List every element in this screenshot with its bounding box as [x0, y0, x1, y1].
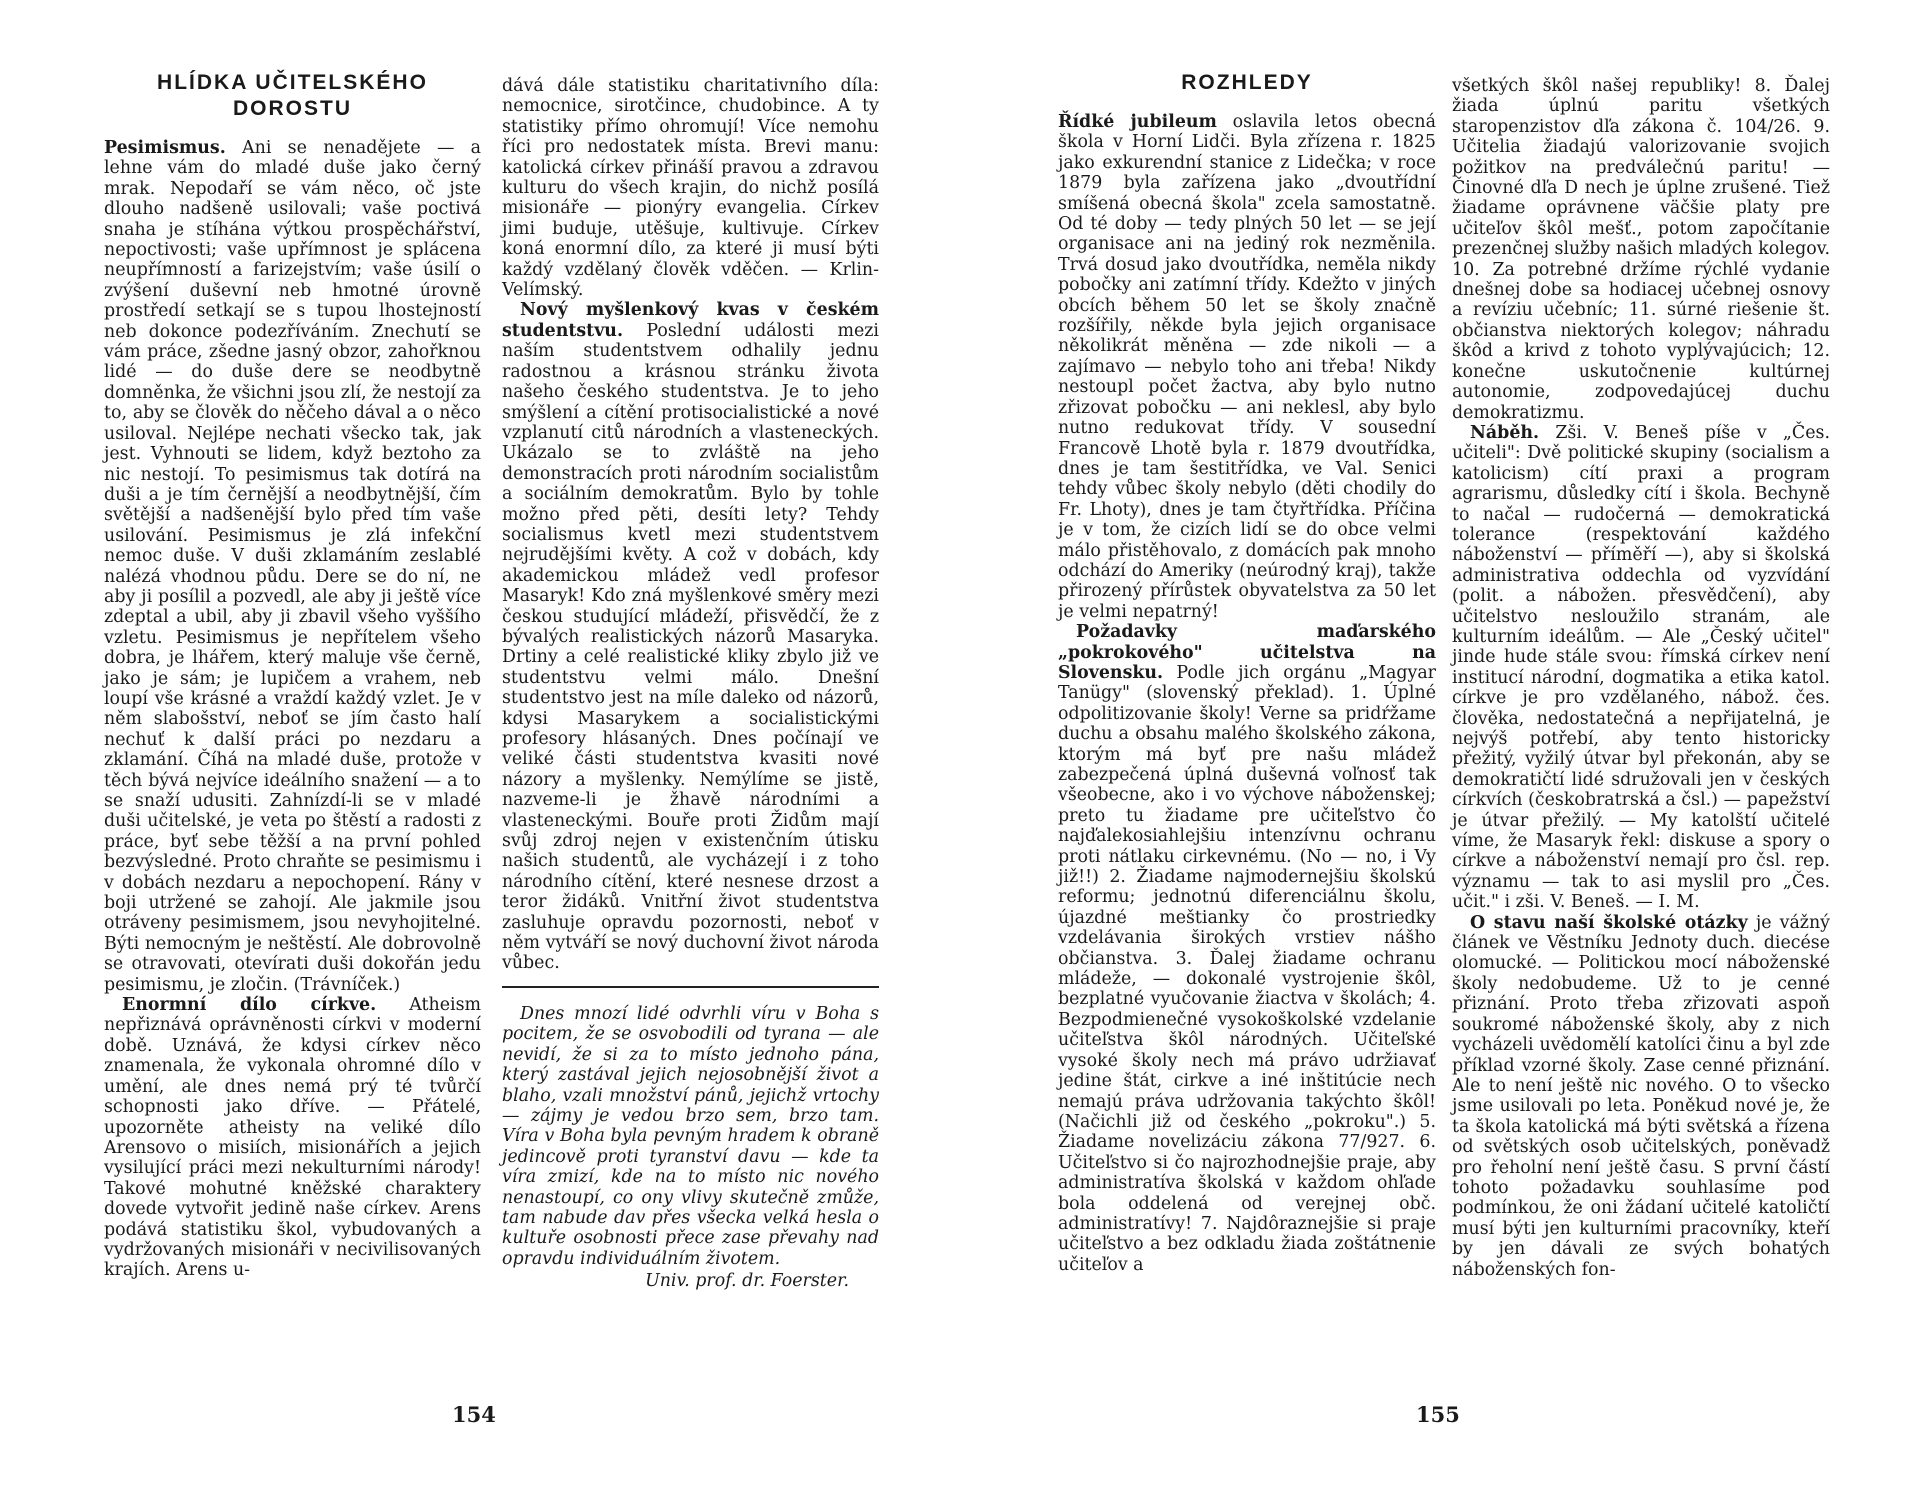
quote-author: Univ. prof. dr. Foerster.: [645, 1271, 849, 1292]
article-text: Zši. V. Beneš píše v „Čes. učiteli": Dvě politické skupiny (socialism a katolicism) cítí praxi a program agrarismu, důsledky cítí i škola. Bechyně to načal — rudočerná — demokratická tolerance (respektování každého náboženství — příměří —), aby si školská administrativa oddechla od vyzvídání (polit. a nábožen. přesvědčení), aby učitelstvo nesloužilo stranám, ale kulturním ideálům. — Ale „Český učitel" jinde hude stále svou: římská církev není institucí národní, dogmatika a etika katol. církve je pro vzdělaného, nábož. čes. člověka, nedostatečná a nepřijatelná, je nejvýš potřebí, aby tento historicky přežitý, vyžilý útvar byl překonán, aby se demokratičtí lidé sdružovali jen v českých církvích (českobratrská a čsl.) — papežství je útvar přežilý. — My katolští učitelé víme, že Masaryk řekl: diskuse a spory o církve a náboženství nemají pro čsl. rep. významu — tak to asi myslil pro „Čes. učit." i zši. V. Beneš. — I. M.: [1452, 422, 1830, 913]
article-text: Podle jich orgánu „Magyar Tanügy" (slovenský překlad). 1. Úplné odpolitizovanie školy! Verne sa pridŕžame duchu a obsahu malého školského zákona, ktorým má byť pre našu mládež zabezpečená úplná duševná voľnosť tak všeobecne, ako i vo výchove náboženskej; preto tu žiadame pre učiteľstvo čo najďalekosiahlejšiu intenzívnu ochranu proti nátlaku cirkevnému. (No — no, i Vy již!!) 2. Žiadame najmodernejšiu školskú reformu; jednotnú diferenciálnu školu, újazdné meštianky čo prostriedky vzdelávania širokých vrstiev nášho občianstva. 3. Ďalej žiadame ochranu mládeže, — dokonalé vystrojenie škôl, bezplatné vyučovanie žiactva v školách; 4. Bezpodmienečné vysokoškolské vzdelanie učiteľstva škôl národných. Učiteľské vysoké školy nech má právo udržiavať jedine štát, cirkve a iné inštitúcie nech nemajú práva udržovania takýchto škôl! (Načichli již od českého „pokroku".) 5. Žiadame novelizáciu zákona 77/927. 6. Učiteľstvo si čo najrozhodnejšie praje, aby administratíva školská v každom ohľade bola oddelená od verejnej obč. administratívy! 7. Najdôraznejšie si praje učiteľstvo a bez odkladu žiada zoštátnenie učiteľov a: [1058, 662, 1436, 1275]
article-lead: Nový myšlenkový kvas v českém studentstvu.: [502, 300, 879, 341]
article-paragraph: [502, 300, 879, 973]
quote-divider: [502, 986, 879, 988]
article-text: dává dále statistiku charitativního díla: nemocnice, sirotčince, chudobince. A ty statistiky přímo ohromují! Více nemohu říci pro nedostatek místa. Brevi manu: katolická církev přináší pravou a zdravou kulturu do všech krajin, do nichž posílá misionáře — pionýry evangelia. Církev jimi buduje, utěšuje, kultivuje. Církev koná enormní dílo, za které ji musí býti každý vzdělaný člověk vděčen. — Krlin-Velímský.: [502, 76, 879, 301]
quote-text: Dnes mnozí lidé odvrhli víru v Boha s pocitem, že se osvobodili od tyrana — ale nevidí, že si za to místo jednoho pána, který zastával jejich nejosobnější život a blaho, vzali množství pánů, jejichž vrtochy — zájmy je vedou brzo sem, brzo tam. Víra v Boha byla pevným hradem k obraně jedincově proti tyranství davu — kde ta víra zmizí, kde na to místo nic nového nenastoupí, co ony vlivy skutečně zmůže, tam nabude dav přes všecka velká hesla o kultuře osobnosti přece zase převahy nad opravdu individuálním životem.: [502, 1003, 879, 1269]
article-lead: O stavu naší školské otázky: [1470, 912, 1748, 933]
article-text: oslavila letos obecná škola v Horní Lidči. Byla zřízena r. 1825 jako exkurendní stanice z Lidečka; v roce 1879 byla zařízena jako „dvoutřídní smíšená obecná škola" zcela samostatně. Od té doby — tedy plných 50 let — se její organisace ani na jediný rok nezměnila. Trvá dosud jako dvoutřídka, neměla nikdy pobočky ani zatímní třídy. Kdežto v jiných obcích během 50 let se školy značně rozšířily, někde byla jejich organisace několikrát měněna — zde nikoli — a zajímavo — nebylo toho ani třeba! Nikdy nestoupl počet žactva, aby bylo nutno zřizovat pobočku — ani neklesl, aby bylo nutno redukovat třídy. V sousední Francově Lhotě byla r. 1879 dvoutřídka, dnes je tam šestitřídka, ve Val. Senici tehdy vůbec školy nebylo (děti chodily do Fr. Lhoty), dnes je tam čtyřtřídka. Příčina je v tom, že cizích lidí se do obce velmi málo přistěhovalo, z domácích pak mnoho odchází do Ameriky (neúrodný kraj), takže přirozený přírůstek obyvatelstva za 50 let je velmi nepatrný!: [1058, 112, 1436, 622]
page-number: 155: [1416, 1402, 1460, 1427]
article-text: Ani se nenadějete — a lehne vám do mladé duše jako černý mrak. Nepodaří se vám něco, oč jste dlouho nadšeně usilovali; vaše poctivá snaha je stíhána výtkou prospěchářství, nepoctivosti; vaše upřímnost je splácena neupřímností a farizejstvím; vaše úsilí o zvýšení duševní neb hmotné úrovně prostředí setkají se s tupou lhostejností neb dokonce podezříváním. Znechutí se vám práce, zšedne jasný obzor, zahořknou lidé — do duše dere se neodbytně domněnka, že všichni jsou zlí, že nestojí za to, aby se člověk do něčeho dával a o něco usiloval. Nejlépe nechati všecko tak, jak jest. Vyhnouti se lidem, když beztoho za nic nestojí. To pesimismus tak dotírá na duši a je tím černější a neodbytnější, čím světější a nadšenější bylo před tím vaše usilování. Pesimismus je zlá infekční nemoc duše. V duši zklamáním zeslablé nalézá vhodnou půdu. Dere se do ní, ne aby ji posílil a pozvedl, ale aby ji ještě více zdeptal a ubil, aby ji zbavil všeho vyššího vzletu. Pesimismus je nepřítelem všeho dobra, je lhářem, který maluje vše černě, jako je sám; je lupičem a vrahem, neb loupí vše krásné a vraždí každý vzlet. Je v něm slabošství, neboť se jím často halí nechuť k další práci po nezdaru a zklamání. Číhá na mladé duše, protože v těch bývá nejvíce ideálního snažení — a to se snaží udusiti. Zahnízdí-li se v mladé duši učitelské, je veta po štěstí a radosti z práce, byť sebe těžší a na první pohled bezvýsledné. Proto chraňte se pesimismu i v dobách nezdaru a nepochopení. Rány v boji utržené se zahojí. Ale jakmile jsou otráveny pesimismem, jsou nevyhojitelné. Býti nemocným je neštěstí. Ale dobrovolně se otravovati, otevírati duši dokořán jedu pesimismu, je zločin. (Trávníček.): [104, 138, 481, 995]
left-page: [0, 0, 950, 1500]
article-text: všetkých škôl našej republiky! 8. Ďalej žiada úplnú paritu všetkých staropenzistov dľa zákona č. 104/26. 9. Učitelia žiadajú valorizovanie svojich požitkov na predválečnú paritu! — Činovné dľa D nech je úplne zrušené. Tiež žiadame oprávnene väčšie platy pre učiteľov škôl mešť., potom započítanie prezenčnej služby našich mladých kolegov. 10. Za potrebné držíme rýchlé vydanie dnešnej dobe sa hodiacej učebnej osnovy a revíziu učebníc; 11. súrné riešenie št. občianstva niektorých kolegov; náhradu škôd a krivd z tohoto vyplývajúcich; 12. konečne uskutočnenie kultúrnej autonomie, zodpovedajúcej duchu demokratizmu.: [1452, 76, 1830, 423]
article-lead: Pesimismus.: [104, 138, 226, 158]
article-text: je vážný článek ve Věstníku Jednoty duch. diecése olomucké. — Politickou mocí náboženské školy nedobudeme. Už to je cenné přiznání. Proto třeba zřizovati aspoň soukromé náboženské školy, aby z nich vycházeli uvědomělí katolíci činu a byl zde příklad vzorné školy. Zase cenné přiznání. Ale to není ještě nic nového. O to všecko jsme usilovali po leta. Poněkud nové je, že ta škola katolická má býti světská a řízena od světských osob učitelských, poněvadž pro řeholní není ještě času. S první částí tohoto požadavku souhlasíme pod podmínkou, že oni žádaní učitelé katoličtí musí býti jen kulturními pracovníky, kteří by jen dávali ze svých bohatých náboženských fon-: [1452, 912, 1830, 1280]
article-text: Poslední události mezi naším studentstvem odhalily jednu radostnou a krásnou stránku života našeho českého studentstva. Je to jeho smýšlení a cítění protisocialistické a nové vzplanutí citů národních a vlasteneckých. Ukázalo se to zvláště na jeho demonstracích proti národním socialistům a sociálním demokratům. Bylo by tohle možno před pěti, desíti lety? Tehdy socialismus kvetl mezi studentstvem nejrudějšími květy. A což v dobách, kdy akademickou mládež vedl profesor Masaryk! Kdo zná myšlenkové směry mezi českou studující mládeží, přisvědčí, že z bývalých realistických názorů Masaryka. Drtiny a celé realistické kliky zbylo již ve studentstvu velmi málo. Dnešní studentstvo jest na míle daleko od názorů, kdysi Masarykem a socialistickými profesory hlásaných. Dnes počínají ve veliké části studentstva kvasiti nové názory a myšlenky. Nemýlíme se jistě, nazveme-li je žhavě národními a vlasteneckými. Bouře proti Židům mají svůj zdroj nejen v existenčním útisku našich studentů, ale vycházejí i z toho národního cítění, které nesnese drzost a teror židáků. Vnitřní život studentstva zasluhuje opravdu pozornosti, neboť v něm vytváří se nový duchovní život národa vůbec.: [502, 320, 879, 974]
article-paragraph: [1058, 112, 1436, 622]
article-paragraph: [1452, 76, 1830, 423]
article-lead: Řídké jubileum: [1058, 112, 1217, 132]
section-heading: HLÍDKA UČITELSKÉHO DOROSTU: [157, 71, 428, 120]
article-paragraph: [104, 995, 481, 1281]
article-paragraph: [104, 138, 481, 995]
right-column-2: [1452, 76, 1830, 1280]
article-text: Atheism nepřiznává oprávněnosti církvi v moderní době. Uznává, že kdysi církev něco znamenala, že vykonala ohromné dílo v umění, ale dnes nemá prý té tvůrčí schopnosti jako dříve. — Přátelé, upozorněte atheisty na veliké dílo Arensovo o misiích, misionářích a jejich vysilující práci mezi nekulturními národy! Takové mohutné kněžské charaktery dovede vytvořit jedině naše církev. Arens podává statistiku škol, vybudovaných a vydržovaných misionáři v necivilisovaných krajích. Arens u-: [104, 995, 481, 1281]
left-column-2: [502, 76, 879, 1292]
section-heading: ROZHLEDY: [1181, 71, 1313, 94]
article-paragraph: [1452, 913, 1830, 1280]
article-lead: Náběh.: [1470, 422, 1540, 443]
page-number: 154: [452, 1402, 496, 1427]
article-paragraph: [502, 76, 879, 300]
right-page: [950, 0, 1906, 1500]
article-paragraph: [1058, 622, 1436, 1275]
article-lead: Enormní dílo církve.: [122, 995, 377, 1016]
left-column-1: [104, 70, 481, 1281]
article-paragraph: [1452, 423, 1830, 913]
right-column-1: [1058, 70, 1436, 1275]
article-lead: Požadavky maďarského „pokrokového" učitelstva na Slovensku.: [1058, 622, 1436, 683]
